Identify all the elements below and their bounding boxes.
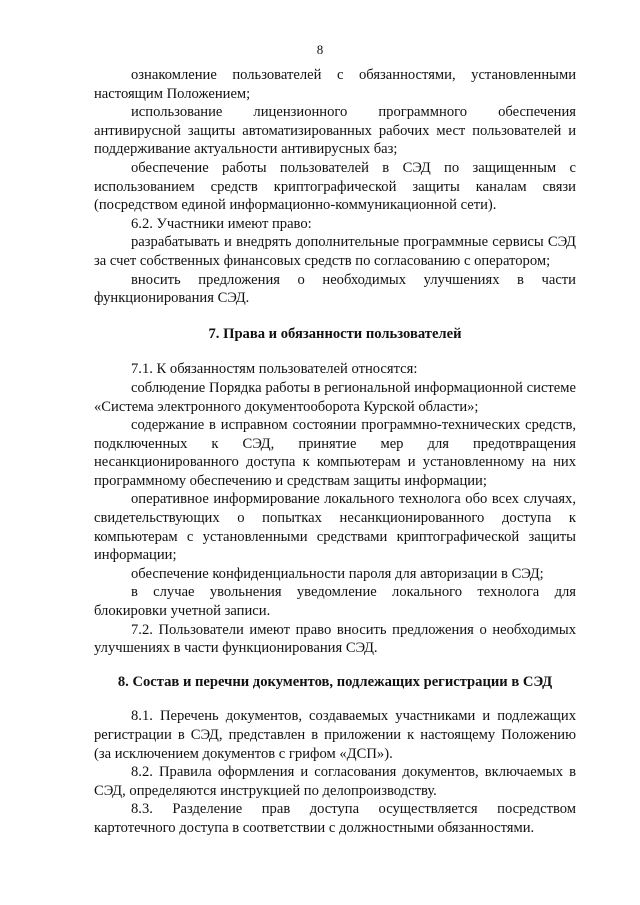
paragraph: оперативное информирование локального технолога обо всех случаях, свидетельствующих о попытках несанкционированного доступа к компьютерам с установленными средствами криптографической защиты информации; <box>94 491 576 564</box>
page-content <box>94 66 576 838</box>
paragraph: 8.3. Разделение прав доступа осуществляется посредством картотечного доступа в соответствии с должностными обязанностями. <box>94 801 576 836</box>
paragraph: разрабатывать и внедрять дополнительные программные сервисы СЭД за счет собственных финансовых средств по согласованию с оператором; <box>94 234 576 269</box>
page-number: 8 <box>316 42 324 57</box>
paragraph: ознакомление пользователей с обязанностями, установленными настоящим Положением; <box>94 67 576 102</box>
section-heading: 7. Права и обязанности пользователей <box>208 325 462 342</box>
paragraph: обеспечение конфиденциальности пароля для авторизации в СЭД; <box>131 565 544 582</box>
section-8 <box>94 673 576 838</box>
paragraph: содержание в исправном состоянии программно-технических средств, подключенных к СЭД, принятие мер для предотвращения несанкционированного доступа к компьютерам и установленному на них программному обеспечению и средствам защиты информации; <box>94 417 576 489</box>
paragraph: соблюдение Порядка работы в региональной информационной системе «Система электронного документооборота Курской области»; <box>94 379 576 415</box>
paragraph: использование лицензионного программного обеспечения антивирусной защиты автоматизированных рабочих мест пользователей и поддерживание актуальности антивирусных баз; <box>94 104 576 158</box>
section-heading: 8. Состав и перечни документов, подлежащих регистрации в СЭД <box>117 673 553 690</box>
paragraph: 7.2. Пользователи имеют право вносить предложения о необходимых улучшениях в части функционирования СЭД. <box>94 621 576 657</box>
paragraph: вносить предложения о необходимых улучшениях в части функционирования СЭД. <box>94 271 576 307</box>
paragraph: 7.1. К обязанностям пользователей относятся: <box>131 361 418 378</box>
section-6-continued <box>94 66 576 308</box>
paragraph: в случае увольнения уведомление локального технолога для блокировки учетной записи. <box>94 584 576 620</box>
paragraph: 8.1. Перечень документов, создаваемых участниками и подлежащих регистрации в СЭД, представлен в приложении к настоящему Положению (за исключением документов с грифом «ДСП»). <box>94 708 576 762</box>
paragraph: 8.2. Правила оформления и согласования документов, включаемых в СЭД, определяются инструкцией по делопроизводству. <box>94 764 576 799</box>
paragraph: обеспечение работы пользователей в СЭД по защищенным с использованием средств криптографической защиты каналам связи (посредством единой информационно-коммуникационной сети). <box>94 159 576 214</box>
section-7 <box>94 325 576 658</box>
paragraph: 6.2. Участники имеют право: <box>131 215 312 232</box>
